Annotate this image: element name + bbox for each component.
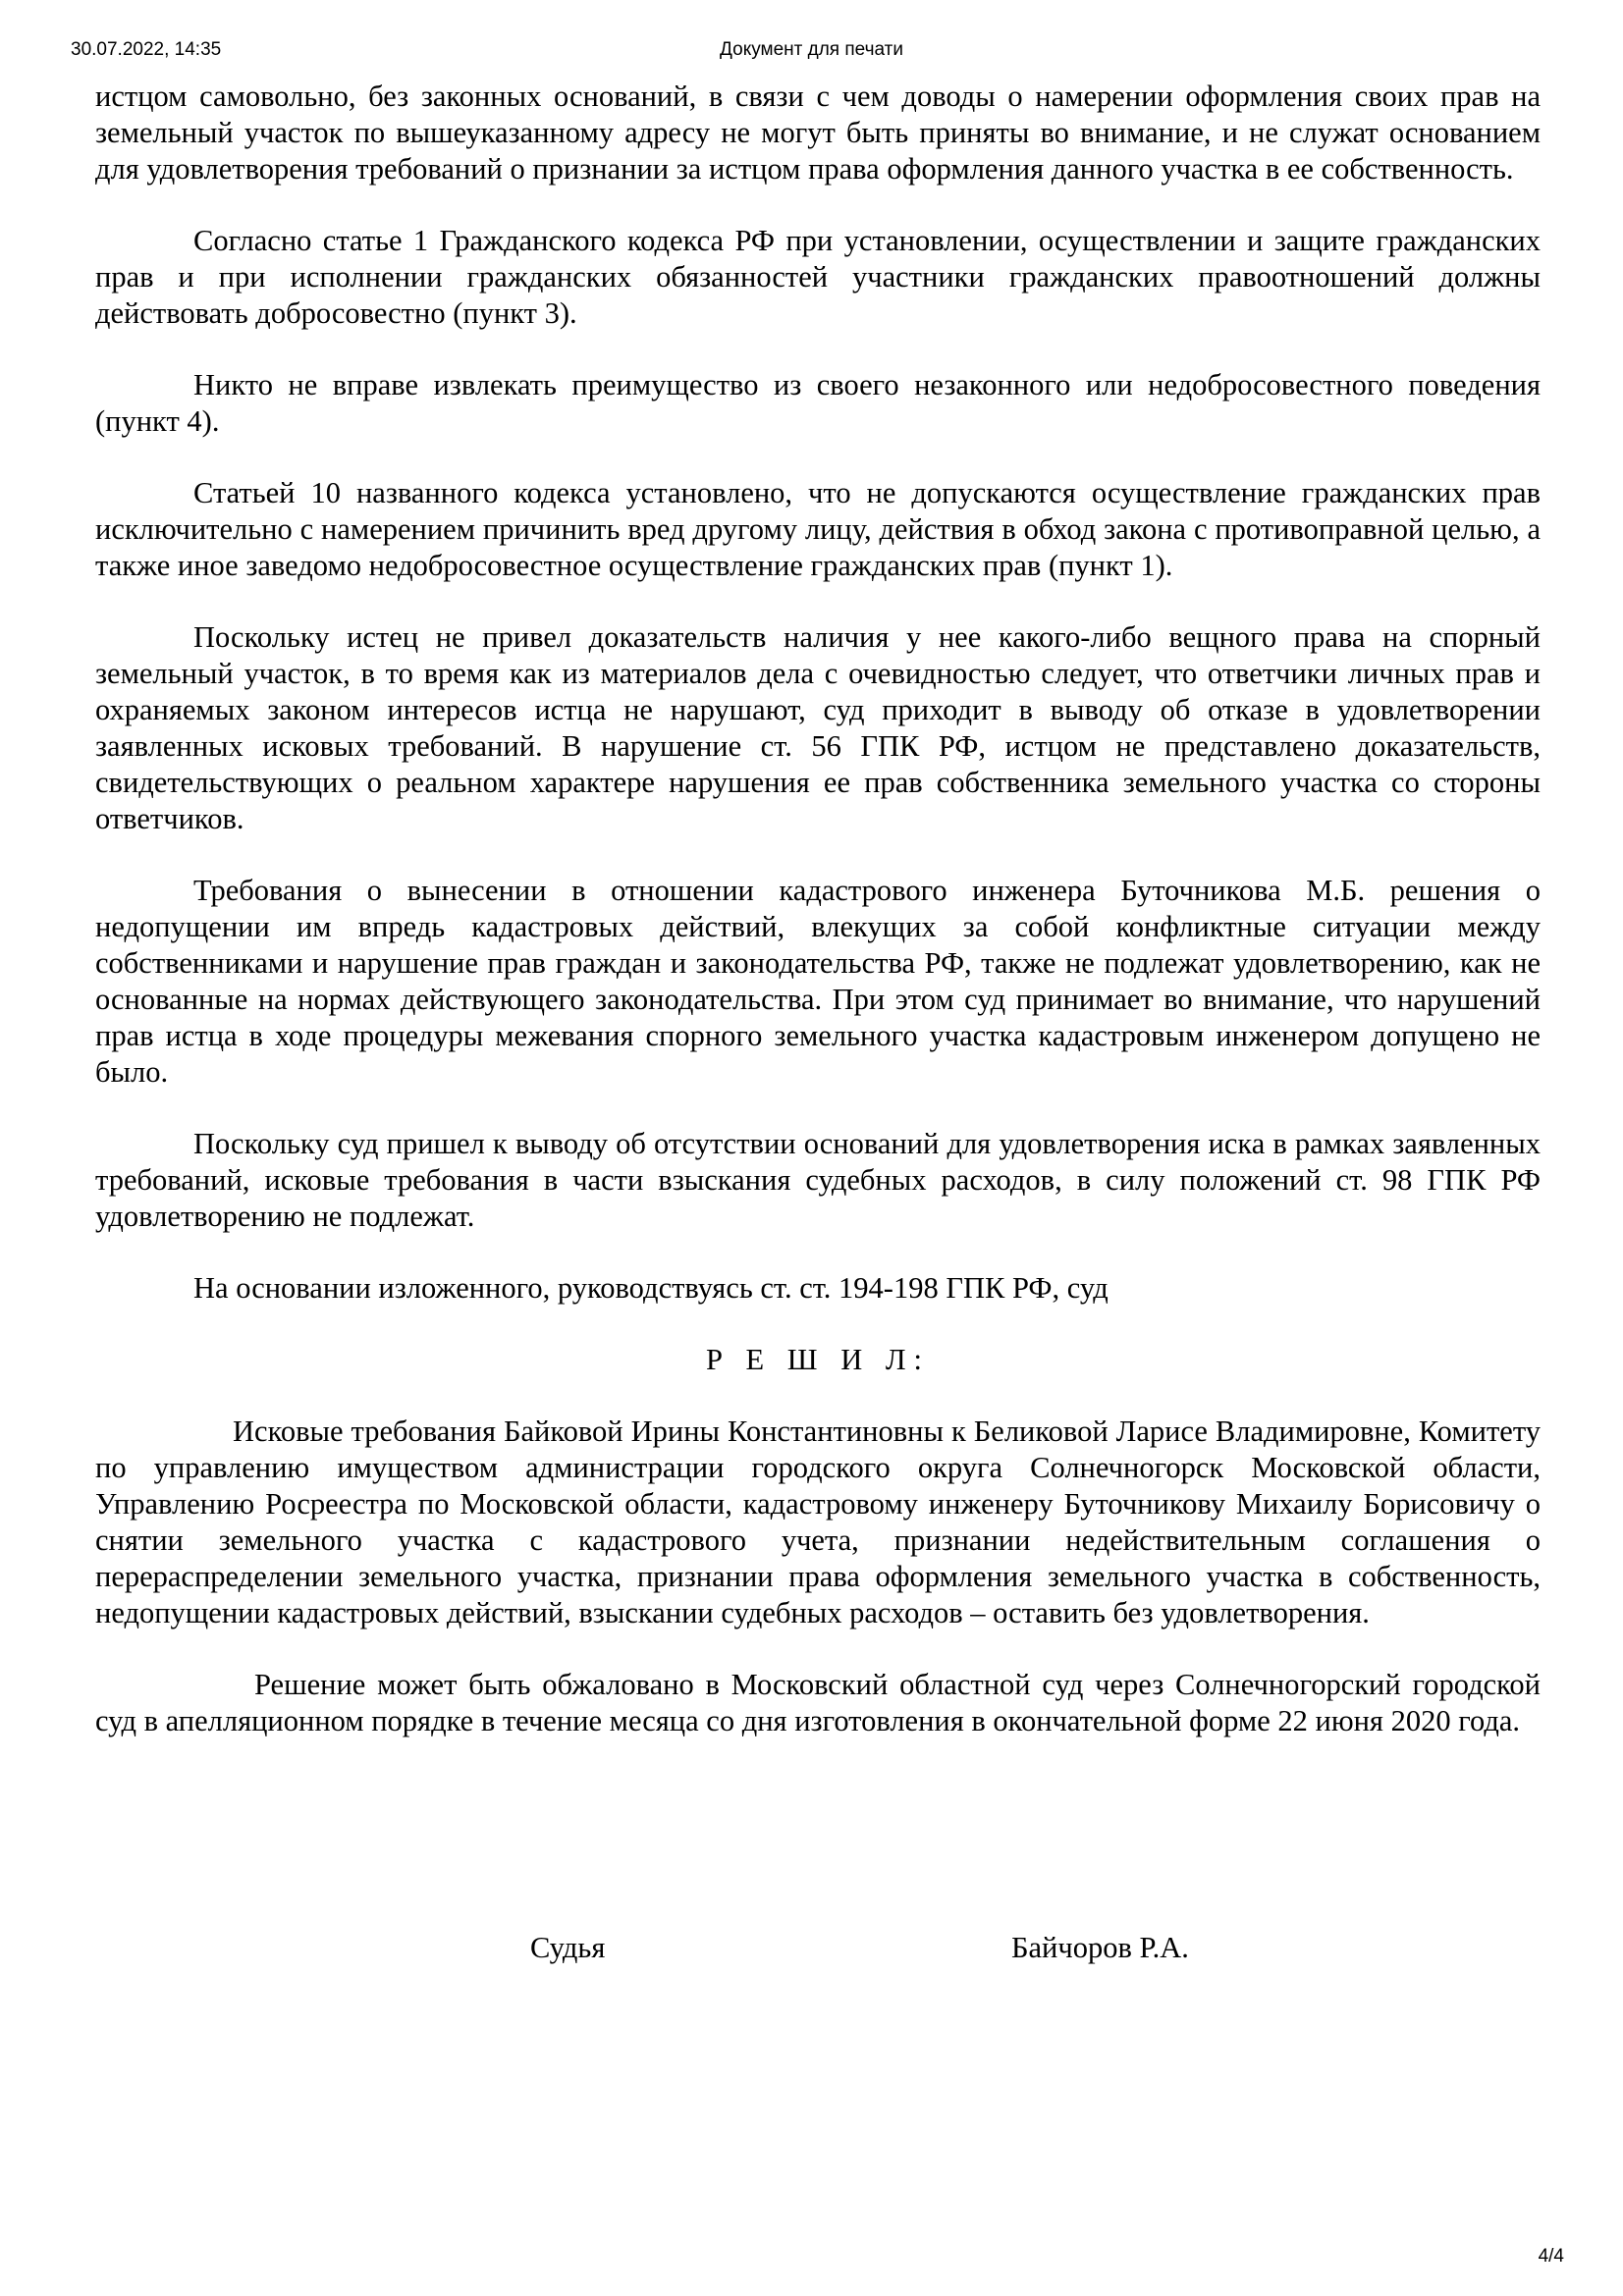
print-title: Документ для печати bbox=[720, 39, 903, 60]
paragraph-7: Поскольку суд пришел к выводу об отсутствии оснований для удовлетворения иска в рамках заявленных требований, исковые требования в части взыскания судебных расходов, в силу положений ст. 98 ГПК РФ удовлетворению не подлежат. bbox=[95, 1127, 1541, 1233]
signature-name: Байчоров Р.А. bbox=[1011, 1931, 1189, 1964]
signature-block bbox=[0, 1931, 1623, 1970]
paragraph-decision: Исковые требования Байковой Ирины Константиновны к Беликовой Ларисе Владимировне, Комитету по управлению имуществом администрации городского округа Солнечногорск Московской области, Управлению Росреестра по Московской области, кадастровому инженеру Буточникову Михаилу Борисовичу о снятии земельного участка с кадастрового учета, признании недействительным соглашения о перераспределении земельного участка, признании права оформления земельного участка в собственность, недопущении кадастровых действий, взыскании судебных расходов – оставить без удовлетворения. bbox=[95, 1415, 1541, 1629]
paragraph-appeal: Решение может быть обжаловано в Московский областной суд через Солнечногорский городской суд в апелляционном порядке в течение месяца со дня изготовления в окончательной форме 22 июня 2020 года. bbox=[95, 1668, 1541, 1737]
paragraph-8: На основании изложенного, руководствуясь ст. ст. 194-198 ГПК РФ, суд bbox=[193, 1271, 1109, 1305]
document-body bbox=[95, 79, 1541, 1775]
paragraph-3: Никто не вправе извлекать преимущество из своего незаконного или недобросовестного поведения (пункт 4). bbox=[95, 368, 1541, 438]
paragraph-2: Согласно статье 1 Гражданского кодекса РФ при установлении, осуществлении и защите гражданских прав и при исполнении гражданских обязанностей участники гражданских правоотношений должны действовать добросовестно (пункт 3). bbox=[95, 224, 1541, 330]
signature-role: Судья bbox=[530, 1931, 606, 1964]
decision-heading: Р Е Ш И Л: bbox=[705, 1343, 931, 1376]
paragraph-5: Поскольку истец не привел доказательств наличия у нее какого-либо вещного права на спорный земельный участок, в то время как из материалов дела с очевидностью следует, что ответчики личных прав и охраняемых законом интересов истца не нарушают, суд приходит в выводу об отказе в удовлетворении заявленных исковых требований. В нарушение ст. 56 ГПК РФ, истцом не представлено доказательств, свидетельствующих о реальном характере нарушения ее прав собственника земельного участка со стороны ответчиков. bbox=[95, 620, 1541, 835]
print-header bbox=[0, 39, 1623, 69]
paragraph-4: Статьей 10 названного кодекса установлено, что не допускаются осуществление гражданских прав исключительно с намерением причинить вред другому лицу, действия в обход закона с противоправной целью, а также иное заведомо недобросовестное осуществление гражданских прав (пункт 1). bbox=[95, 476, 1541, 582]
print-datetime: 30.07.2022, 14:35 bbox=[71, 39, 222, 60]
paragraph-1: истцом самовольно, без законных оснований, в связи с чем доводы о намерении оформления своих прав на земельный участок по вышеуказанному адресу не могут быть приняты во внимание, и не служат основанием для удовлетворения требований о признании за истцом права оформления данного участка в ее собственность. bbox=[95, 80, 1541, 186]
paragraph-6: Требования о вынесении в отношении кадастрового инженера Буточникова М.Б. решения о недопущении им впредь кадастровых действий, влекущих за собой конфликтные ситуации между собственниками и нарушение прав граждан и законодательства РФ, также не подлежат удовлетворению, как не основанные на нормах действующего законодательства. При этом суд принимает во внимание, что нарушений прав истца в ходе процедуры межевания спорного земельного участка кадастровым инженером допущено не было. bbox=[95, 874, 1541, 1089]
page-number: 4/4 bbox=[1538, 2246, 1564, 2267]
